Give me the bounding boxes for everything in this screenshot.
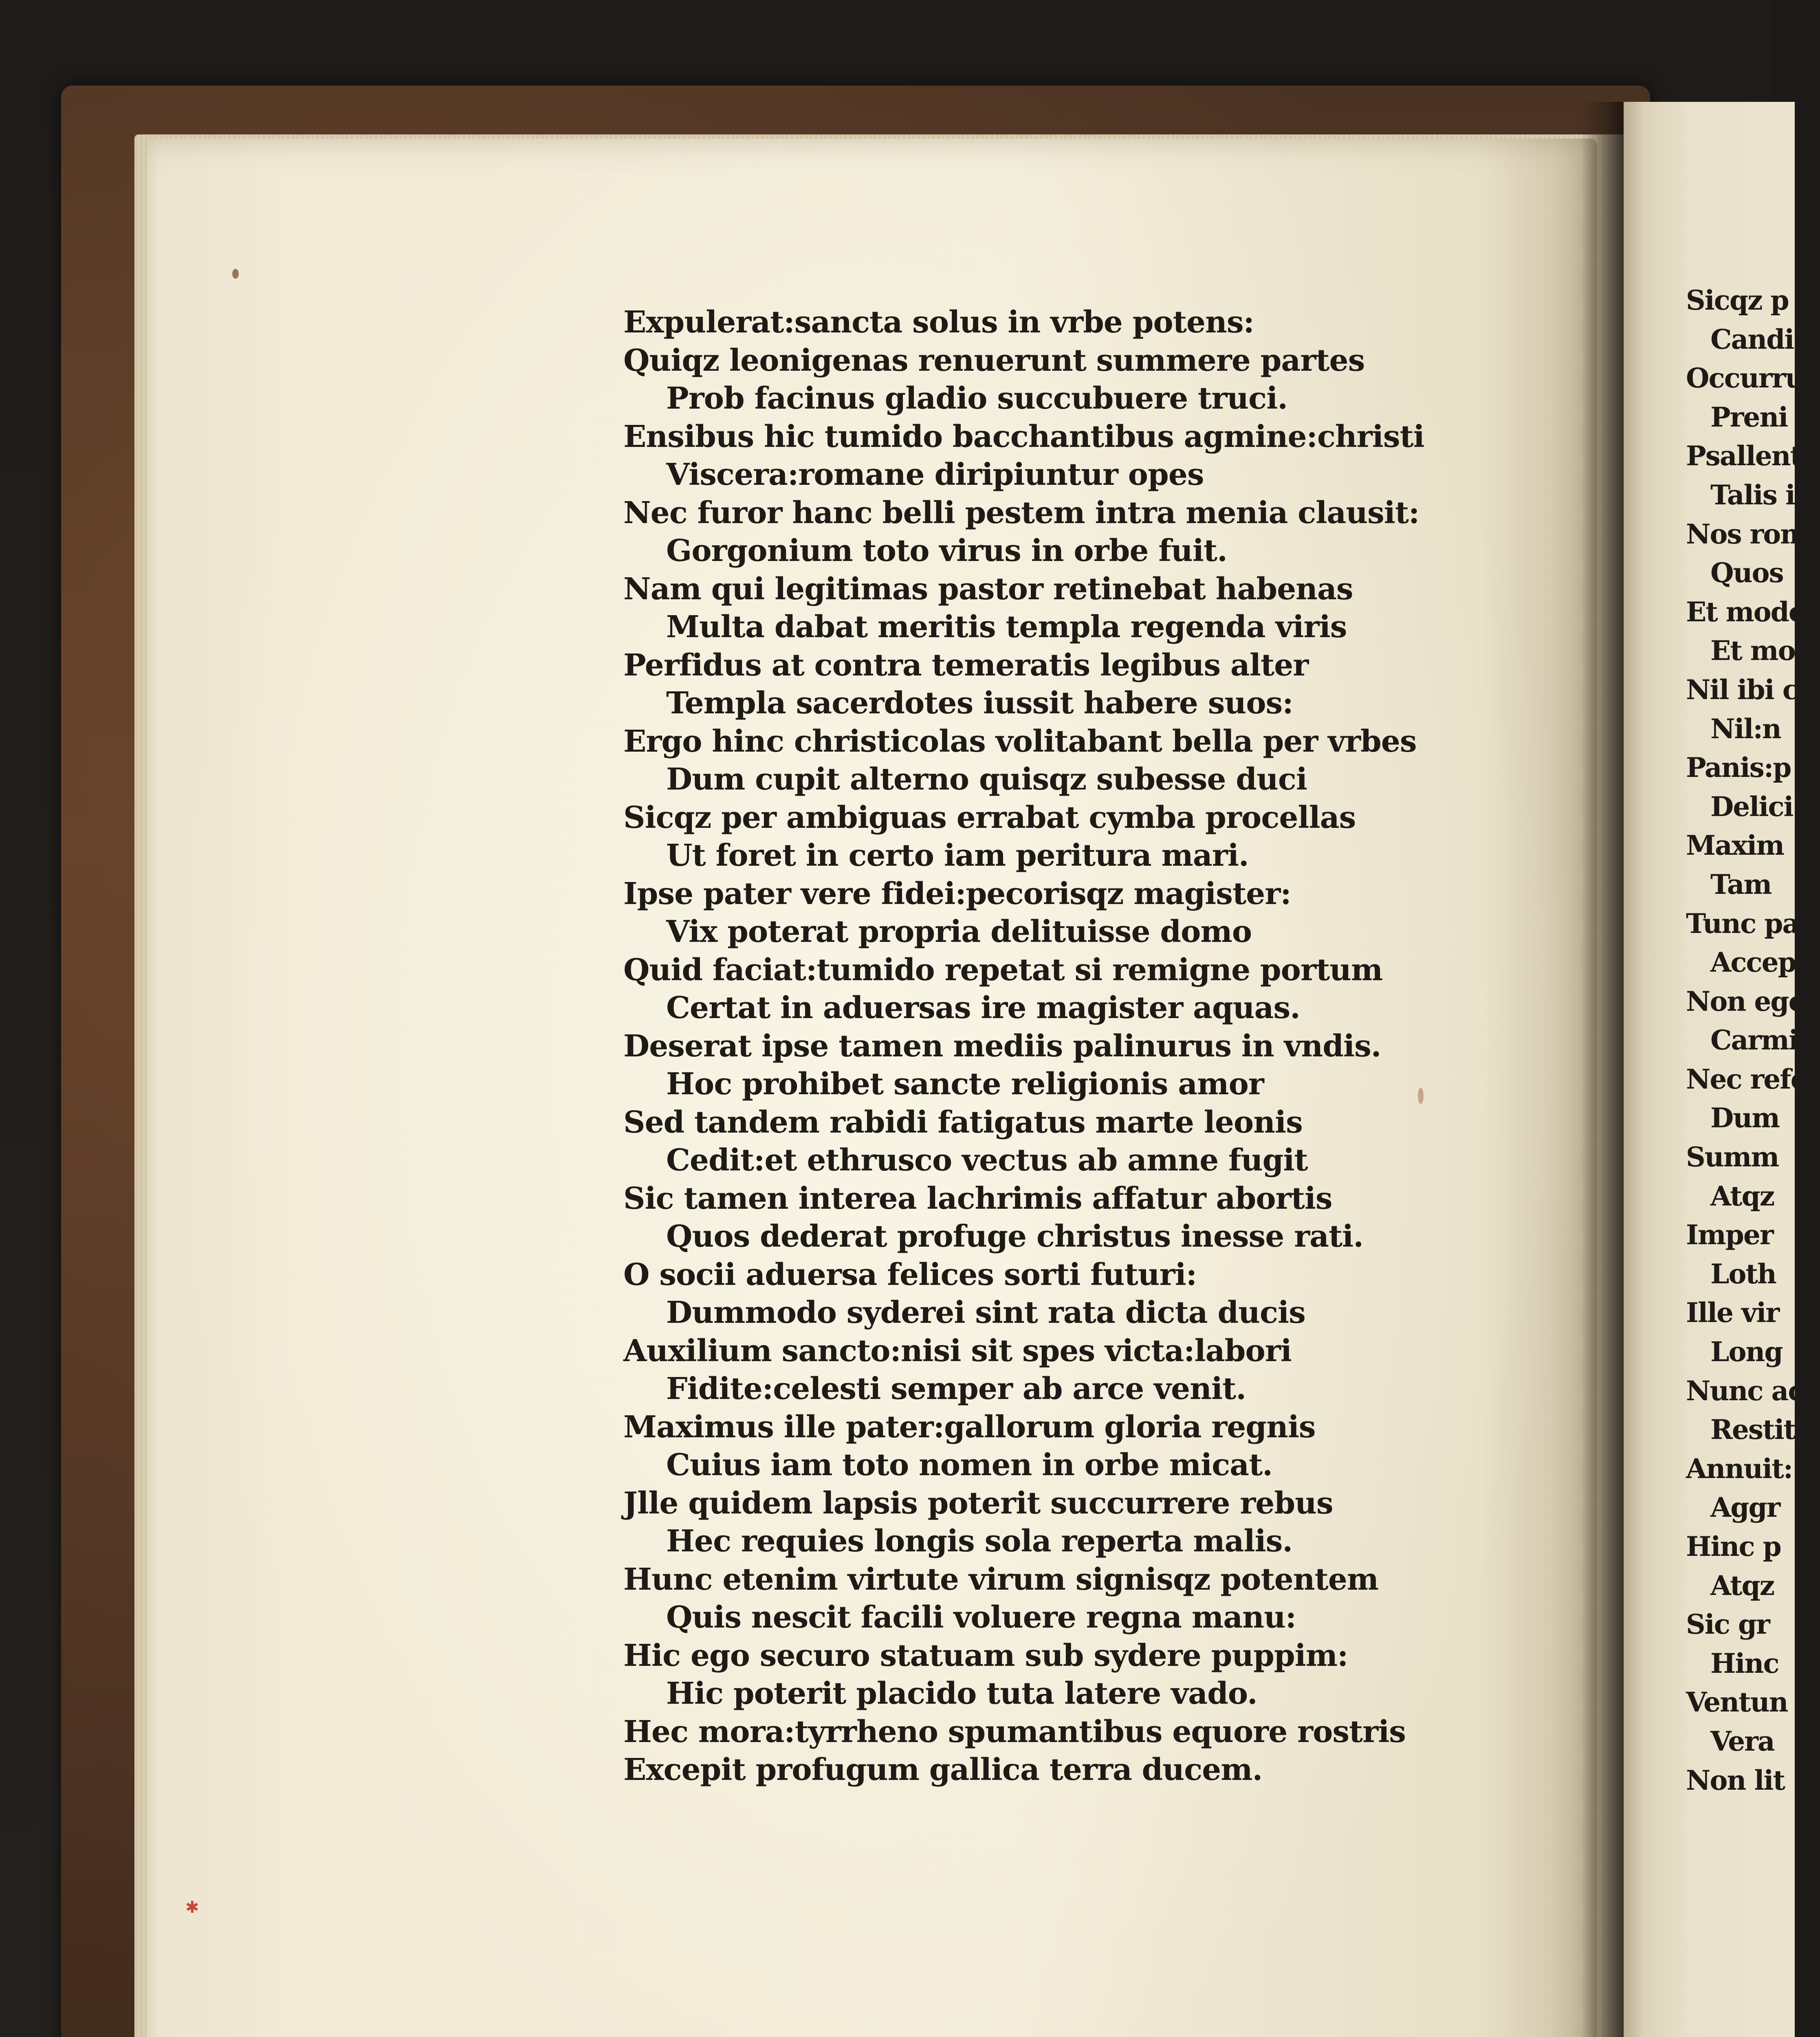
poem-line: Ut foret in certo iam peritura mari. <box>623 837 1397 875</box>
right-page-line: Psallente <box>1686 437 1820 476</box>
right-page-line: Annuit: <box>1686 1450 1820 1489</box>
right-page-line: Restit <box>1686 1410 1820 1450</box>
poem-line: Hic ego securo statuam sub sydere puppim: <box>623 1637 1397 1675</box>
right-page-line: Loth <box>1686 1255 1820 1294</box>
poem-line: Dummodo syderei sint rata dicta ducis <box>623 1294 1397 1332</box>
poem-line: Maximus ille pater:gallorum gloria regnis <box>623 1408 1397 1447</box>
right-page-line: Hinc p <box>1686 1527 1820 1566</box>
poem-line: Auxilium sancto:nisi sit spes victa:labori <box>623 1332 1397 1370</box>
right-page-line: Sicqz p <box>1686 281 1820 320</box>
right-page-line: Summ <box>1686 1138 1820 1177</box>
poem-line: Vix poterat propria delituisse domo <box>623 913 1397 951</box>
right-page-line: Panis:p <box>1686 748 1820 788</box>
poem-line: Templa sacerdotes iussit habere suos: <box>623 684 1397 723</box>
poem-line: Dum cupit alterno quisqz subesse duci <box>623 761 1397 799</box>
right-page-line: Talis i <box>1686 476 1820 515</box>
right-page-line: Sic gr <box>1686 1605 1820 1644</box>
right-page-line: Tam <box>1686 865 1820 904</box>
right-page-line: Preni <box>1686 398 1820 437</box>
right-page-line: Candi <box>1686 320 1820 359</box>
right-page-line: Quos <box>1686 554 1820 593</box>
poem-line: Prob facinus gladio succubuere truci. <box>623 380 1397 418</box>
right-page-line: Vera <box>1686 1722 1820 1761</box>
poem-line: Ensibus hic tumido bacchantibus agmine:christi <box>623 418 1397 456</box>
right-page-line: Maxim <box>1686 826 1820 865</box>
poem-line: Hec requies longis sola reperta malis. <box>623 1522 1397 1561</box>
poem-line: Viscera:romane diripiuntur opes <box>623 456 1397 494</box>
poem-line: Perfidus at contra temeratis legibus alter <box>623 647 1397 685</box>
poem-line: Gorgonium toto virus in orbe fuit. <box>623 532 1397 570</box>
right-page-line: Non lit <box>1686 1761 1820 1800</box>
right-page-line: Occurru <box>1686 359 1820 398</box>
poem-line: Nec furor hanc belli pestem intra menia clausit: <box>623 494 1397 532</box>
right-page-line: Et modo <box>1686 593 1820 632</box>
poem-line: Quid faciat:tumido repetat si remigne portum <box>623 951 1397 990</box>
right-page-line: Et mo <box>1686 631 1820 671</box>
right-page-line: Nunc ac <box>1686 1372 1820 1411</box>
right-page-line: Atqz <box>1686 1566 1820 1606</box>
poem-line: Deserat ipse tamen mediis palinurus in vndis. <box>623 1027 1397 1066</box>
right-page-line: Carmi <box>1686 1021 1820 1060</box>
right-page-line: Ille vir <box>1686 1293 1820 1333</box>
right-page-line: Nil:n <box>1686 710 1820 749</box>
red-ink-mark: ✱ <box>185 1898 201 1916</box>
poem-line: Sed tandem rabidi fatigatus marte leonis <box>623 1104 1397 1142</box>
right-page-line: Delici <box>1686 788 1820 827</box>
poem-line: Ipse pater vere fidei:pecorisqz magister: <box>623 875 1397 913</box>
poem-line: Hoc prohibet sancte religionis amor <box>623 1065 1397 1104</box>
poem-line: Fidite:celesti semper ab arce venit. <box>623 1370 1397 1408</box>
right-page-line: Nil ibi c <box>1686 671 1820 710</box>
poem-line: Multa dabat meritis templa regenda viris <box>623 608 1397 647</box>
right-page-line: Hinc <box>1686 1644 1820 1683</box>
poem-line: Sic tamen interea lachrimis affatur abortis <box>623 1180 1397 1218</box>
right-page-line: Nec refer <box>1686 1060 1820 1099</box>
right-page-line: Dum <box>1686 1099 1820 1138</box>
poem-line: Cuius iam toto nomen in orbe micat. <box>623 1446 1397 1485</box>
poem-line: Excepit profugum gallica terra ducem. <box>623 1751 1397 1789</box>
poem-line: Certat in aduersas ire magister aquas. <box>623 989 1397 1027</box>
poem-line: O socii aduersa felices sorti futuri: <box>623 1256 1397 1294</box>
right-page-line: Atqz <box>1686 1177 1820 1216</box>
right-page-line: Imper <box>1686 1216 1820 1255</box>
poem-line: Hunc etenim virtute virum signisqz potentem <box>623 1561 1397 1599</box>
right-page-line: Tunc pa <box>1686 904 1820 944</box>
right-page-line: Accep <box>1686 943 1820 982</box>
right-page-line: Nos rom <box>1686 515 1820 554</box>
poem-line: Quiqz leonigenas renuerunt summere partes <box>623 342 1397 380</box>
poem-line: Hec mora:tyrrheno spumantibus equore rostris <box>623 1713 1397 1751</box>
poem-line: Hic poterit placido tuta latere vado. <box>623 1675 1397 1713</box>
poem-line: Quis nescit facili voluere regna manu: <box>623 1599 1397 1637</box>
right-page-line: Ventun <box>1686 1683 1820 1722</box>
right-page-line: Aggr <box>1686 1488 1820 1527</box>
right-page-line: Non ego <box>1686 982 1820 1021</box>
poem-line: Expulerat:sancta solus in vrbe potens: <box>623 304 1397 342</box>
poem-line: Cedit:et ethrusco vectus ab amne fugit <box>623 1142 1397 1180</box>
poem-line: Ergo hinc christicolas volitabant bella per vrbes <box>623 723 1397 761</box>
poem-line: Quos dederat profuge christus inesse rati. <box>623 1218 1397 1256</box>
poem-line: Nam qui legitimas pastor retinebat habenas <box>623 570 1397 609</box>
poem-line: Jlle quidem lapsis poterit succurrere rebus <box>623 1485 1397 1523</box>
poem-line: Sicqz per ambiguas errabat cymba procellas <box>623 799 1397 837</box>
right-page-line: Long <box>1686 1333 1820 1372</box>
